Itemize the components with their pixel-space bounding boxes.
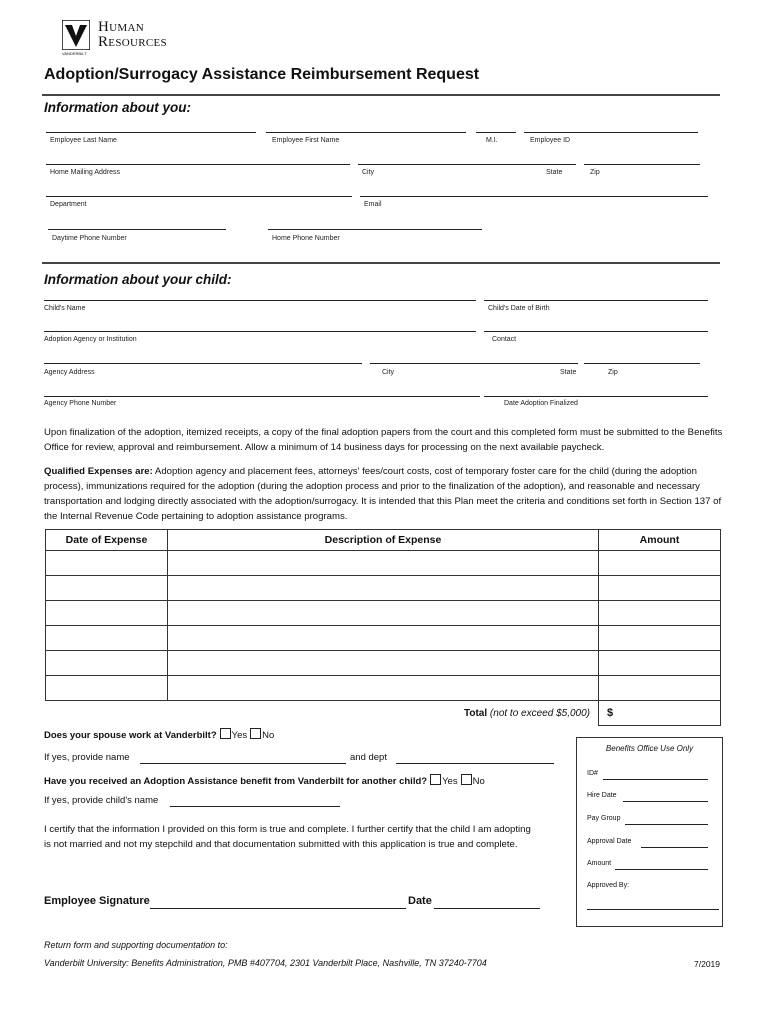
date-cell[interactable] <box>46 676 168 701</box>
description-cell[interactable] <box>168 601 599 626</box>
child-name-field[interactable] <box>44 300 476 301</box>
signature-date-label: Date <box>408 895 432 907</box>
city-label: City <box>362 169 375 176</box>
certification-text: I certify that the information I provided on this form is true and complete. I further certify that the child I am adopting is not married and not my stepchild and that documentation submitted with this application is true and complete. <box>44 824 531 850</box>
total-row <box>46 701 721 726</box>
home-phone-field[interactable] <box>268 229 482 230</box>
office-amount-field[interactable] <box>615 869 708 870</box>
mailing-address-field[interactable] <box>46 164 350 165</box>
description-cell[interactable] <box>168 551 599 576</box>
amount-cell[interactable] <box>599 676 721 701</box>
agency-zip-field[interactable] <box>584 363 700 364</box>
office-pay-group-label: Pay Group <box>587 815 621 822</box>
title-rule <box>42 94 720 96</box>
email-field[interactable] <box>360 196 708 197</box>
description-cell[interactable] <box>168 651 599 676</box>
agency-address-field[interactable] <box>44 363 362 364</box>
date-cell[interactable] <box>46 626 168 651</box>
office-approved-by-label: Approved By: <box>587 882 630 889</box>
spouse-no-checkbox[interactable] <box>250 728 261 739</box>
other-child-name-field[interactable] <box>170 806 340 807</box>
contact-field[interactable] <box>484 331 708 332</box>
date-cell[interactable] <box>46 651 168 676</box>
child-name-label: Child's Name <box>44 305 86 312</box>
office-id-field[interactable] <box>603 779 708 780</box>
daytime-phone-label: Daytime Phone Number <box>52 235 127 242</box>
section-you-heading: Information about you: <box>44 100 191 115</box>
city-field[interactable] <box>358 164 576 165</box>
spouse-dept-label: and dept <box>350 752 387 763</box>
zip-label: Zip <box>590 169 600 176</box>
amount-cell[interactable] <box>599 576 721 601</box>
agency-address-label: Agency Address <box>44 369 95 376</box>
agency-phone-field[interactable] <box>44 396 480 397</box>
signature-label: Employee Signature <box>44 895 150 907</box>
spouse-name-label: If yes, provide name <box>44 752 130 763</box>
section-child-heading: Information about your child: <box>44 272 232 287</box>
mi-field[interactable] <box>476 132 516 133</box>
col-date-header: Date of Expense <box>46 530 168 551</box>
received-no-checkbox[interactable] <box>461 774 472 785</box>
expense-table <box>45 529 721 726</box>
total-label: Total (not to exceed $5,000) <box>168 701 599 726</box>
table-row <box>46 551 721 576</box>
signature-date-field[interactable] <box>434 908 540 909</box>
zip-field[interactable] <box>584 164 700 165</box>
office-approval-date-field[interactable] <box>641 847 708 848</box>
table-row <box>46 651 721 676</box>
child-name-question: If yes, provide child's name <box>44 795 159 806</box>
signature-field[interactable] <box>150 908 406 909</box>
table-row <box>46 626 721 651</box>
agency-zip-label: Zip <box>608 369 618 376</box>
office-box-heading: Benefits Office Use Only <box>605 744 694 753</box>
footer-address: Vanderbilt University: Benefits Administration, PMB #407704, 2301 Vanderbilt Place, Nashville, TN 37240-7704 <box>44 958 487 968</box>
department-field[interactable] <box>46 196 352 197</box>
agency-state-label: State <box>560 369 577 376</box>
amount-cell[interactable] <box>599 551 721 576</box>
amount-cell[interactable] <box>599 601 721 626</box>
mailing-address-label: Home Mailing Address <box>50 169 121 176</box>
agency-label: Adoption Agency or Institution <box>44 336 137 343</box>
date-cell[interactable] <box>46 601 168 626</box>
child-dob-label: Child's Date of Birth <box>488 305 550 312</box>
qualified-expenses-text <box>44 464 728 524</box>
date-finalized-field[interactable] <box>484 396 708 397</box>
amount-cell[interactable] <box>599 626 721 651</box>
amount-cell[interactable] <box>599 651 721 676</box>
child-dob-field[interactable] <box>484 300 708 301</box>
submission-instructions: Upon finalization of the adoption, itemized receipts, a copy of the final adoption papers from the court and this completed form must be submitted to the Benefits Office for review, approval and reimbursement. Allow a minimum of 14 business days for processing on the next available paycheck. <box>44 427 723 453</box>
last-name-field[interactable] <box>46 132 256 133</box>
vanderbilt-logo-icon <box>62 20 90 50</box>
employee-id-label: Employee ID <box>530 137 571 144</box>
qualified-expenses-label: Qualified Expenses are: <box>44 466 153 477</box>
office-hire-date-field[interactable] <box>623 801 708 802</box>
spouse-yes-checkbox[interactable] <box>220 728 231 739</box>
office-pay-group-field[interactable] <box>625 824 708 825</box>
table-row <box>46 601 721 626</box>
table-row <box>46 576 721 601</box>
description-cell[interactable] <box>168 576 599 601</box>
agency-city-label: City <box>382 369 395 376</box>
first-name-label: Employee First Name <box>272 137 340 144</box>
received-question: Have you received an Adoption Assistance benefit from Vanderbilt for another child? Yes No <box>44 776 485 787</box>
office-amount-label: Amount <box>587 860 612 867</box>
col-description-header: Description of Expense <box>168 530 599 551</box>
daytime-phone-field[interactable] <box>48 229 226 230</box>
benefits-office-box <box>576 737 723 927</box>
contact-label: Contact <box>492 336 517 343</box>
logo-subtext: VANDERBILT <box>62 51 87 56</box>
description-cell[interactable] <box>168 626 599 651</box>
mi-label: M.I. <box>486 137 498 144</box>
table-row <box>46 676 721 701</box>
department-label: Department <box>50 201 87 208</box>
logo-wordmark: Human Resources <box>98 19 167 50</box>
date-cell[interactable] <box>46 576 168 601</box>
agency-field[interactable] <box>44 331 476 332</box>
agency-city-field[interactable] <box>370 363 578 364</box>
employee-id-field[interactable] <box>524 132 698 133</box>
agency-phone-label: Agency Phone Number <box>44 400 117 407</box>
date-cell[interactable] <box>46 551 168 576</box>
email-label: Email <box>364 201 382 208</box>
office-approved-by-field[interactable] <box>587 909 719 910</box>
last-name-label: Employee Last Name <box>50 137 117 144</box>
date-finalized-label: Date Adoption Finalized <box>504 400 578 407</box>
first-name-field[interactable] <box>266 132 466 133</box>
office-id-label: ID# <box>587 770 598 777</box>
state-label: State <box>546 169 563 176</box>
received-yes-checkbox[interactable] <box>430 774 441 785</box>
section-rule <box>42 262 720 264</box>
spouse-dept-field[interactable] <box>396 763 554 764</box>
office-approval-date-label: Approval Date <box>587 838 632 845</box>
footer-return-text: Return form and supporting documentation to: <box>44 940 228 950</box>
description-cell[interactable] <box>168 676 599 701</box>
total-amount-field[interactable]: $ <box>599 701 721 726</box>
qualified-expenses-body: Adoption agency and placement fees, attorneys' fees/court costs, cost of temporary foster care for the child (during the adoption process), immunizations required for the adoption (during the adoption process and prior to the finalization of the adoption), and reasonable and necessary transportation and lodging directly associated with the adoption/surrogacy. It is intended that this Plan meet the criteria and conditions set forth in Section 137 of the Internal Revenue Code pertaining to adoption assistance programs. <box>44 466 722 522</box>
spouse-name-field[interactable] <box>140 763 346 764</box>
spouse-question: Does your spouse work at Vanderbilt? Yes No <box>44 730 275 741</box>
col-amount-header: Amount <box>599 530 721 551</box>
office-hire-date-label: Hire Date <box>587 792 617 799</box>
form-version: 7/2019 <box>694 959 720 969</box>
form-title: Adoption/Surrogacy Assistance Reimbursement Request <box>44 66 480 83</box>
home-phone-label: Home Phone Number <box>272 235 340 242</box>
